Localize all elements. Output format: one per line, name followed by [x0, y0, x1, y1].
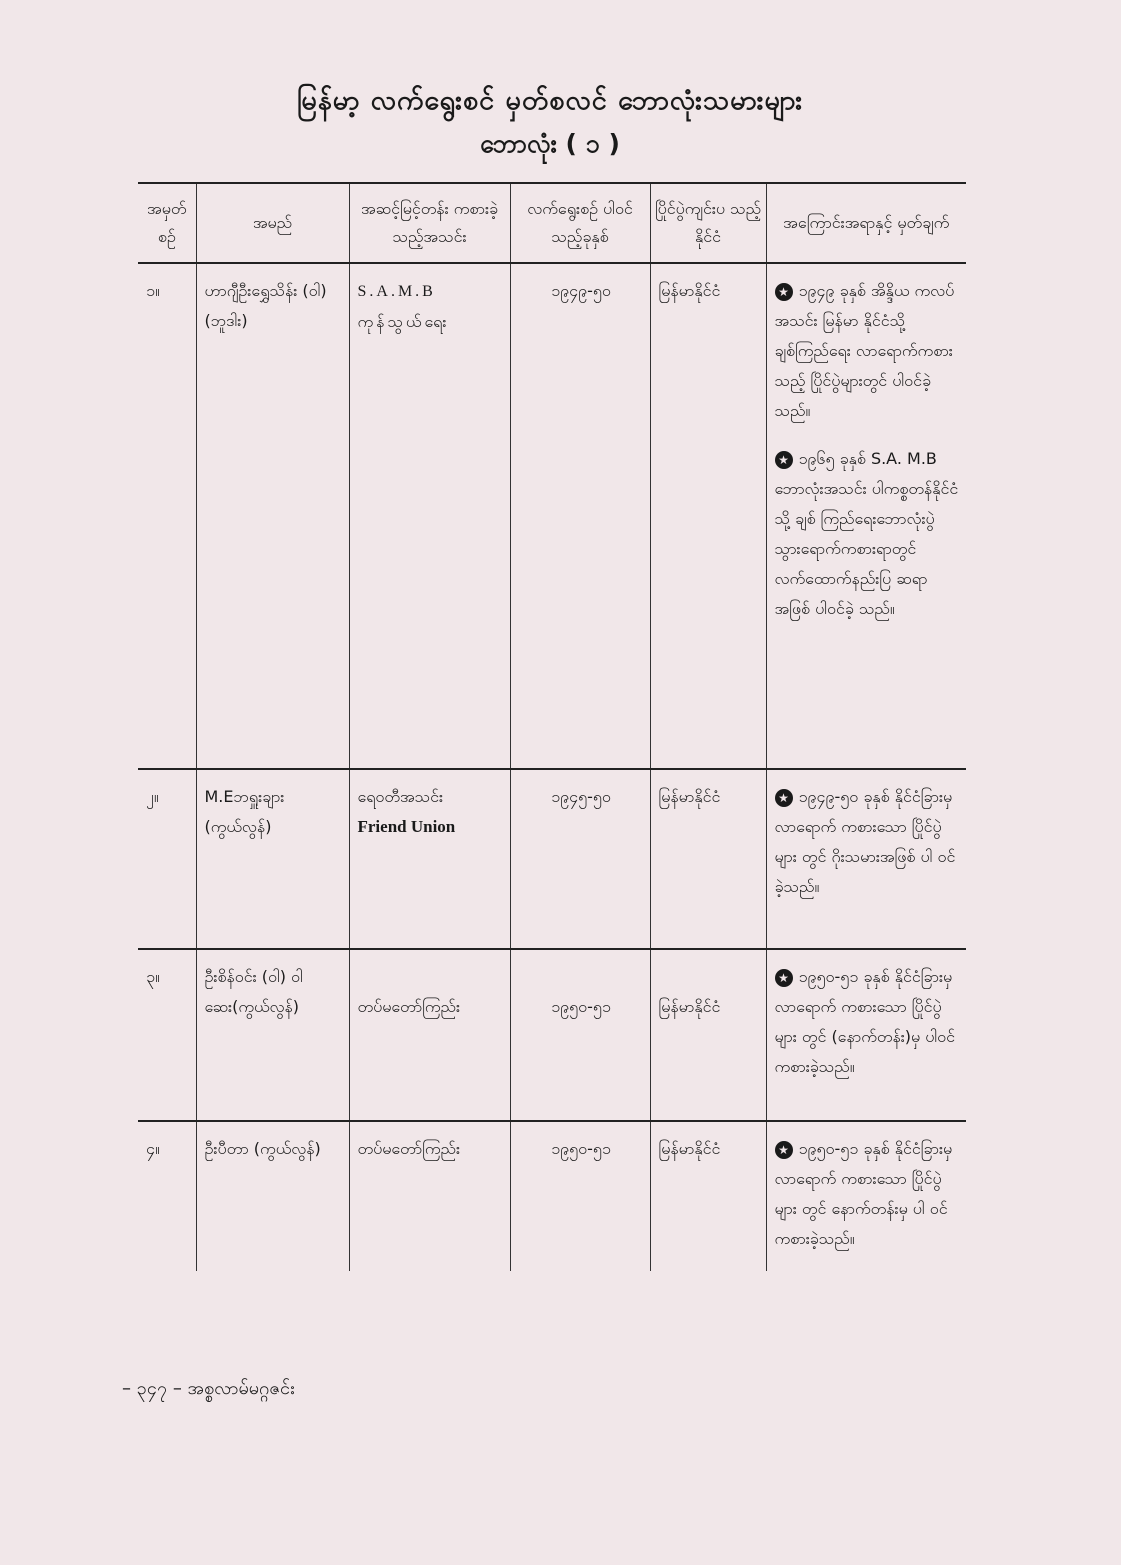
header-notes: အကြောင်းအရာနှင့် မှတ်ချက် — [766, 183, 966, 263]
header-number: အမှတ် စဉ် — [138, 183, 196, 263]
players-table — [138, 182, 966, 1271]
star-icon: ★ — [775, 1141, 793, 1159]
row-number: ၁။ — [138, 263, 196, 769]
remarks — [766, 769, 966, 949]
player-name: ဦးစိန်ဝင်း (ဝါ) ဝါဆေး(ကွယ်လွန်) — [196, 949, 349, 1121]
remarks — [766, 263, 966, 769]
selection-years: ၁၉၅၀-၅၁ — [510, 949, 650, 1121]
remarks — [766, 949, 966, 1121]
header-name: အမည် — [196, 183, 349, 263]
header-club: အဆင့်မြင့်တန်း ကစားခဲ့သည့်အသင်း — [349, 183, 510, 263]
player-name: ဟာဂျီဦးရွှေသိန်း (ဝါ) (ဘူဒါး) — [196, 263, 349, 769]
player-club: S.A.M.B ကုန်သွယ်ရေး — [349, 263, 510, 769]
star-icon: ★ — [775, 789, 793, 807]
star-icon: ★ — [775, 451, 793, 469]
club-name: ရေဝတီအသင်း — [357, 787, 444, 806]
player-name: M.Eဘရှူးချား (ကွယ်လွန်) — [196, 769, 349, 949]
row-number: ၄။ — [146, 1139, 160, 1158]
header-years: လက်ရွေးစဉ် ပါဝင်သည့်ခုနှစ် — [510, 183, 650, 263]
player-club: တပ်မတော်ကြည်း — [349, 1121, 510, 1271]
remarks — [766, 1121, 966, 1271]
page-subtitle: ဘောလုံး ( ၁ ) — [480, 129, 620, 158]
row-number: ၂။ — [138, 769, 196, 949]
club-name-secondary: Friend Union — [357, 817, 456, 836]
table-row — [138, 769, 966, 949]
player-club — [349, 769, 510, 949]
selection-years: ၁၉၅၀-၅၁ — [510, 1121, 650, 1271]
page-title: မြန်မာ့ လက်ရွေးစင် မှတ်စလင် ဘောလုံးသမားများ — [296, 85, 804, 116]
row-number: ၃။ — [138, 949, 196, 1121]
selection-years: ၁၉၄၅-၅၀ — [510, 769, 650, 949]
remark-paragraph: ★ ၁၉၅၀-၅၁ ခုနှစ် နိုင်ငံခြားမှ လာရောက် ကစားသော ပြိုင်ပွဲများ တွင် (နောက်တန်း)မှ ပါဝင်ကစားခဲ့သည်။ — [774, 967, 956, 1076]
host-country: မြန်မာနိုင်ငံ — [650, 1121, 766, 1271]
remark-paragraph: ★ ၁၉၄၉ ခုနှစ် အိန္ဒိယ ကလပ်အသင်း မြန်မာ နိုင်ငံသို့ ချစ်ကြည်ရေး လာရောက်ကစားသည့် ပြိုင်ပွဲများတွင် ပါဝင်ခဲ့ သည်။ — [774, 281, 955, 420]
table-row — [138, 1121, 966, 1271]
table-header-row — [138, 183, 966, 263]
player-club: တပ်မတော်ကြည်း — [349, 949, 510, 1121]
page-footer: – ၃၄၇ – အစ္စလာမ်မဂ္ဂဇင်း — [122, 1378, 295, 1399]
player-name: ဦးပီတာ (ကွယ်လွန်) — [196, 1121, 349, 1271]
star-icon: ★ — [775, 283, 793, 301]
host-country: မြန်မာနိုင်ငံ — [650, 949, 766, 1121]
header-country: ပြိုင်ပွဲကျင်းပ သည့်နိုင်ငံ — [650, 183, 766, 263]
table-row — [138, 263, 966, 769]
table-row — [138, 949, 966, 1121]
remark-paragraph: ★ ၁၉၅၀-၅၁ ခုနှစ် နိုင်ငံခြားမှ လာရောက် ကစားသော ပြိုင်ပွဲများ တွင် နောက်တန်းမှ ပါ ဝင်ကစားခဲ့သည်။ — [774, 1139, 953, 1248]
remark-paragraph: ★ ၁၉၆၅ ခုနှစ် S.A. M.B ဘောလုံးအသင်း ပါကစ္စတန်နိုင်ငံသို့ ချစ် ကြည်ရေးဘောလုံးပွဲ သွားရောက်ကစားရာတွင် လက်ထောက်နည်းပြ ဆရာအဖြစ် ပါဝင်ခဲ့ သည်။ — [774, 449, 959, 618]
host-country: မြန်မာနိုင်ငံ — [650, 263, 766, 769]
remark-paragraph: ★ ၁၉၄၉-၅၀ ခုနှစ် နိုင်ငံခြားမှ လာရောက် ကစားသော ပြိုင်ပွဲများ တွင် ဂိုးသမားအဖြစ် ပါ ဝင်ခဲ့သည်။ — [774, 787, 956, 896]
selection-years: ၁၉၄၉-၅၀ — [510, 263, 650, 769]
star-icon: ★ — [775, 969, 793, 987]
host-country: မြန်မာနိုင်ငံ — [650, 769, 766, 949]
